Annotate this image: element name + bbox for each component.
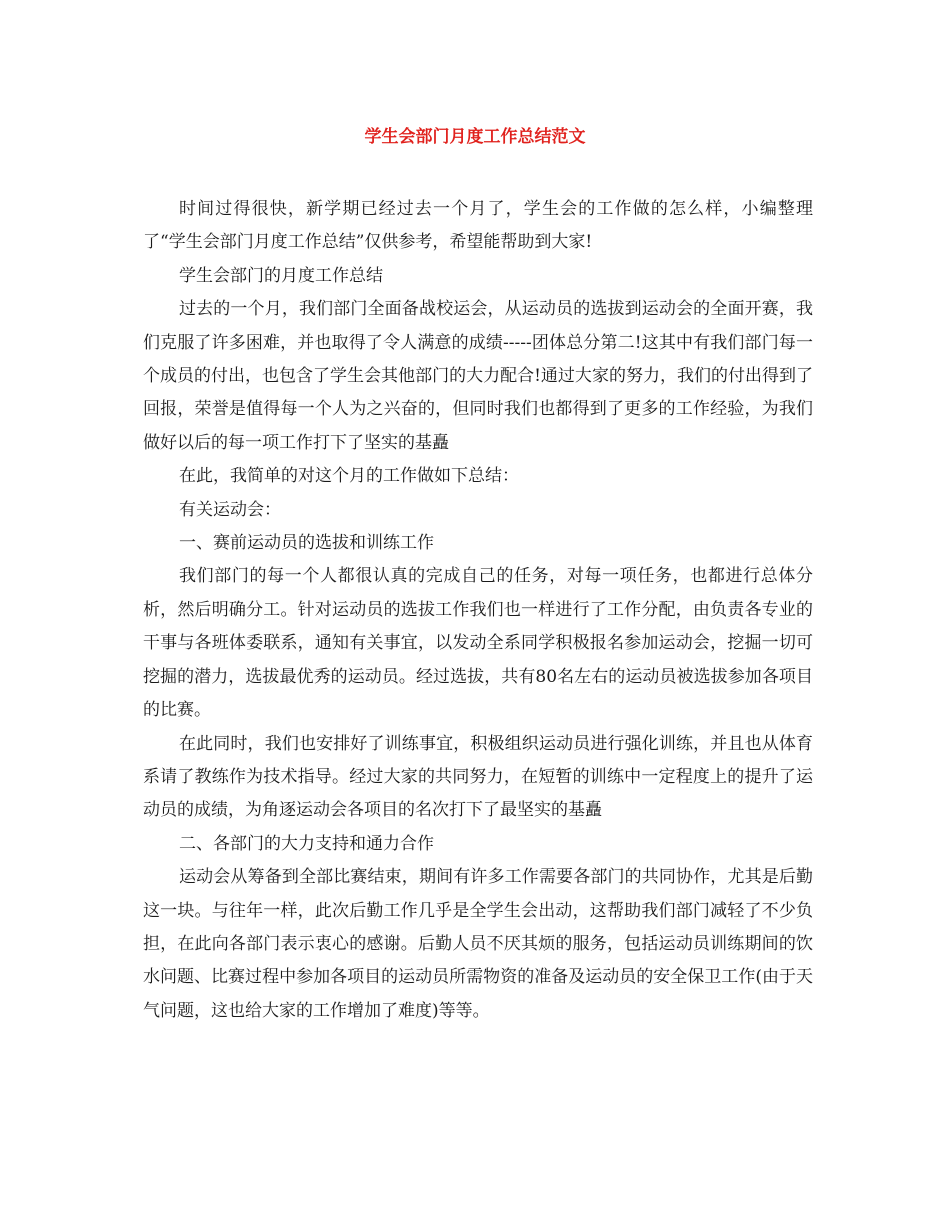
document-title: 学生会部门月度工作总结范文 — [364, 127, 586, 147]
document-body — [143, 193, 813, 1028]
paragraph-cooperation: 运动会从筹备到全部比赛结束，期间有许多工作需要各部门的共同协作，尤其是后勤这一块。与往年一样，此次后勤工作几乎是全学生会出动，这帮助我们部门减轻了不少负担，在此向各部门表示衷心的感谢。后勤人员不厌其烦的服务，包括运动员训练期间的饮水问题、比赛过程中参加各项目的运动员所需物资的准备及运动员的安全保卫工作(由于天气问题，这也给大家的工作增加了难度)等等。 — [143, 867, 813, 1021]
section-heading-2: 二、各部门的大力支持和通力合作 — [179, 833, 434, 854]
paragraph-selection: 我们部门的每一个人都很认真的完成自己的任务，对每一项任务，也都进行总体分析，然后明确分工。针对运动员的选拔工作我们也一样进行了工作分配，由负责各专业的干事与各班体委联系，通知有关事宜，以发动全系同学积极报名参加运动会，挖掘一切可挖掘的潜力，选拔最优秀的运动员。经过选拔，共有80名左右的运动员被选拔参加各项目的比赛。 — [143, 566, 813, 721]
paragraph-past-month: 过去的一个月，我们部门全面备战校运会，从运动员的选拔到运动会的全面开赛，我们克服了许多困难，并也取得了令人满意的成绩-----团体总分第二!这其中有我们部门每一个成员的付出，也包含了学生会其他部门的大力配合!通过大家的努力，我们的付出得到了回报，荣誉是值得每一个人为之兴奋的，但同时我们也都得到了更多的工作经验，为我们做好以后的每一项工作打下了坚实的基矗 — [143, 299, 813, 453]
paragraph-summary-intro: 在此，我简单的对这个月的工作做如下总结： — [179, 466, 519, 487]
paragraph-training: 在此同时，我们也安排好了训练事宜，积极组织运动员进行强化训练，并且也从体育系请了教练作为技术指导。经过大家的共同努力，在短暂的训练中一定程度上的提升了运动员的成绩，为角逐运动会各项目的名次打下了最坚实的基矗 — [143, 733, 813, 821]
paragraph-heading: 学生会部门的月度工作总结 — [179, 265, 383, 286]
paragraph-intro: 时间过得很快，新学期已经过去一个月了，学生会的工作做的怎么样，小编整理了“学生会部门月度工作总结”仅供参考，希望能帮助到大家! — [143, 199, 813, 253]
section-heading-1: 一、赛前运动员的选拔和训练工作 — [179, 533, 434, 554]
paragraph-sports-meet: 有关运动会： — [179, 499, 281, 520]
